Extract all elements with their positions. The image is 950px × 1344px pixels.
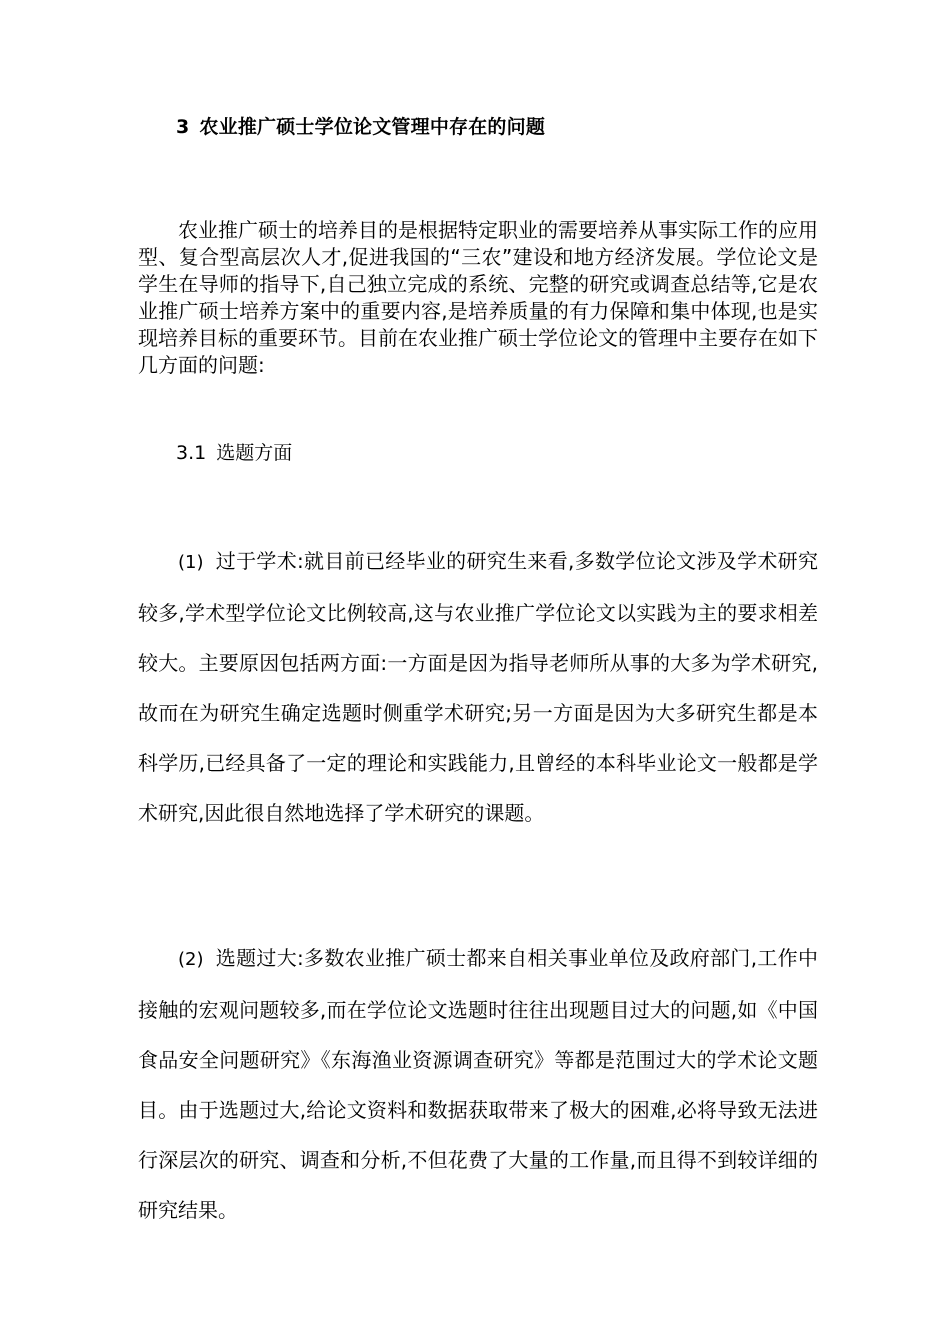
intro-paragraph (138, 217, 818, 379)
subsection-heading (176, 440, 292, 466)
subsection-title: 选题方面 (216, 442, 293, 464)
item-marker: (2) (178, 949, 204, 970)
list-item (138, 536, 818, 838)
item-text: 选题过大:多数农业推广硕士都来自相关事业单位及政府部门,工作中接触的宏观问题较多,而在学位论文选题时往往出现题目过大的问题,如《中国食品安全问题研究》《东海渔业资源调查研究》等都是范围过大的学术论文题目。由于选题过大,给论文资料和数据获取带来了极大的困难,必将导致无法进行深层次的研究、调查和分析,不但花费了大量的工作量,而且得不到较详细的研究结果。 (138, 946, 818, 1222)
subsection-number: 3.1 (176, 442, 207, 464)
item-marker: (1) (178, 552, 204, 573)
intro-text: 农业推广硕士的培养目的是根据特定职业的需要培养从事实际工作的应用型、复合型高层次人才,促进我国的“三农”建设和地方经济发展。学位论文是学生在导师的指导下,自己独立完成的系统、完整的研究或调查总结等,它是农业推广硕士培养方案中的重要内容,是培养质量的有力保障和集中体现,也是实现培养目标的重要环节。目前在农业推广硕士学位论文的管理中主要存在如下几方面的问题: (138, 218, 818, 377)
section-number: 3 (176, 116, 190, 138)
item-text: 过于学术:就目前已经毕业的研究生来看,多数学位论文涉及学术研究较多,学术型学位论文比例较高,这与农业推广学位论文以实践为主的要求相差较大。主要原因包括两方面:一方面是因为指导老师所从事的大多为学术研究,故而在为研究生确定选题时侧重学术研究;另一方面是因为大多研究生都是本科学历,已经具备了一定的理论和实践能力,且曾经的本科毕业论文一般都是学术研究,因此很自然地选择了学术研究的课题。 (138, 549, 818, 825)
section-title: 农业推广硕士学位论文管理中存在的问题 (199, 116, 546, 138)
section-heading (176, 114, 545, 140)
list-item (138, 933, 818, 1235)
